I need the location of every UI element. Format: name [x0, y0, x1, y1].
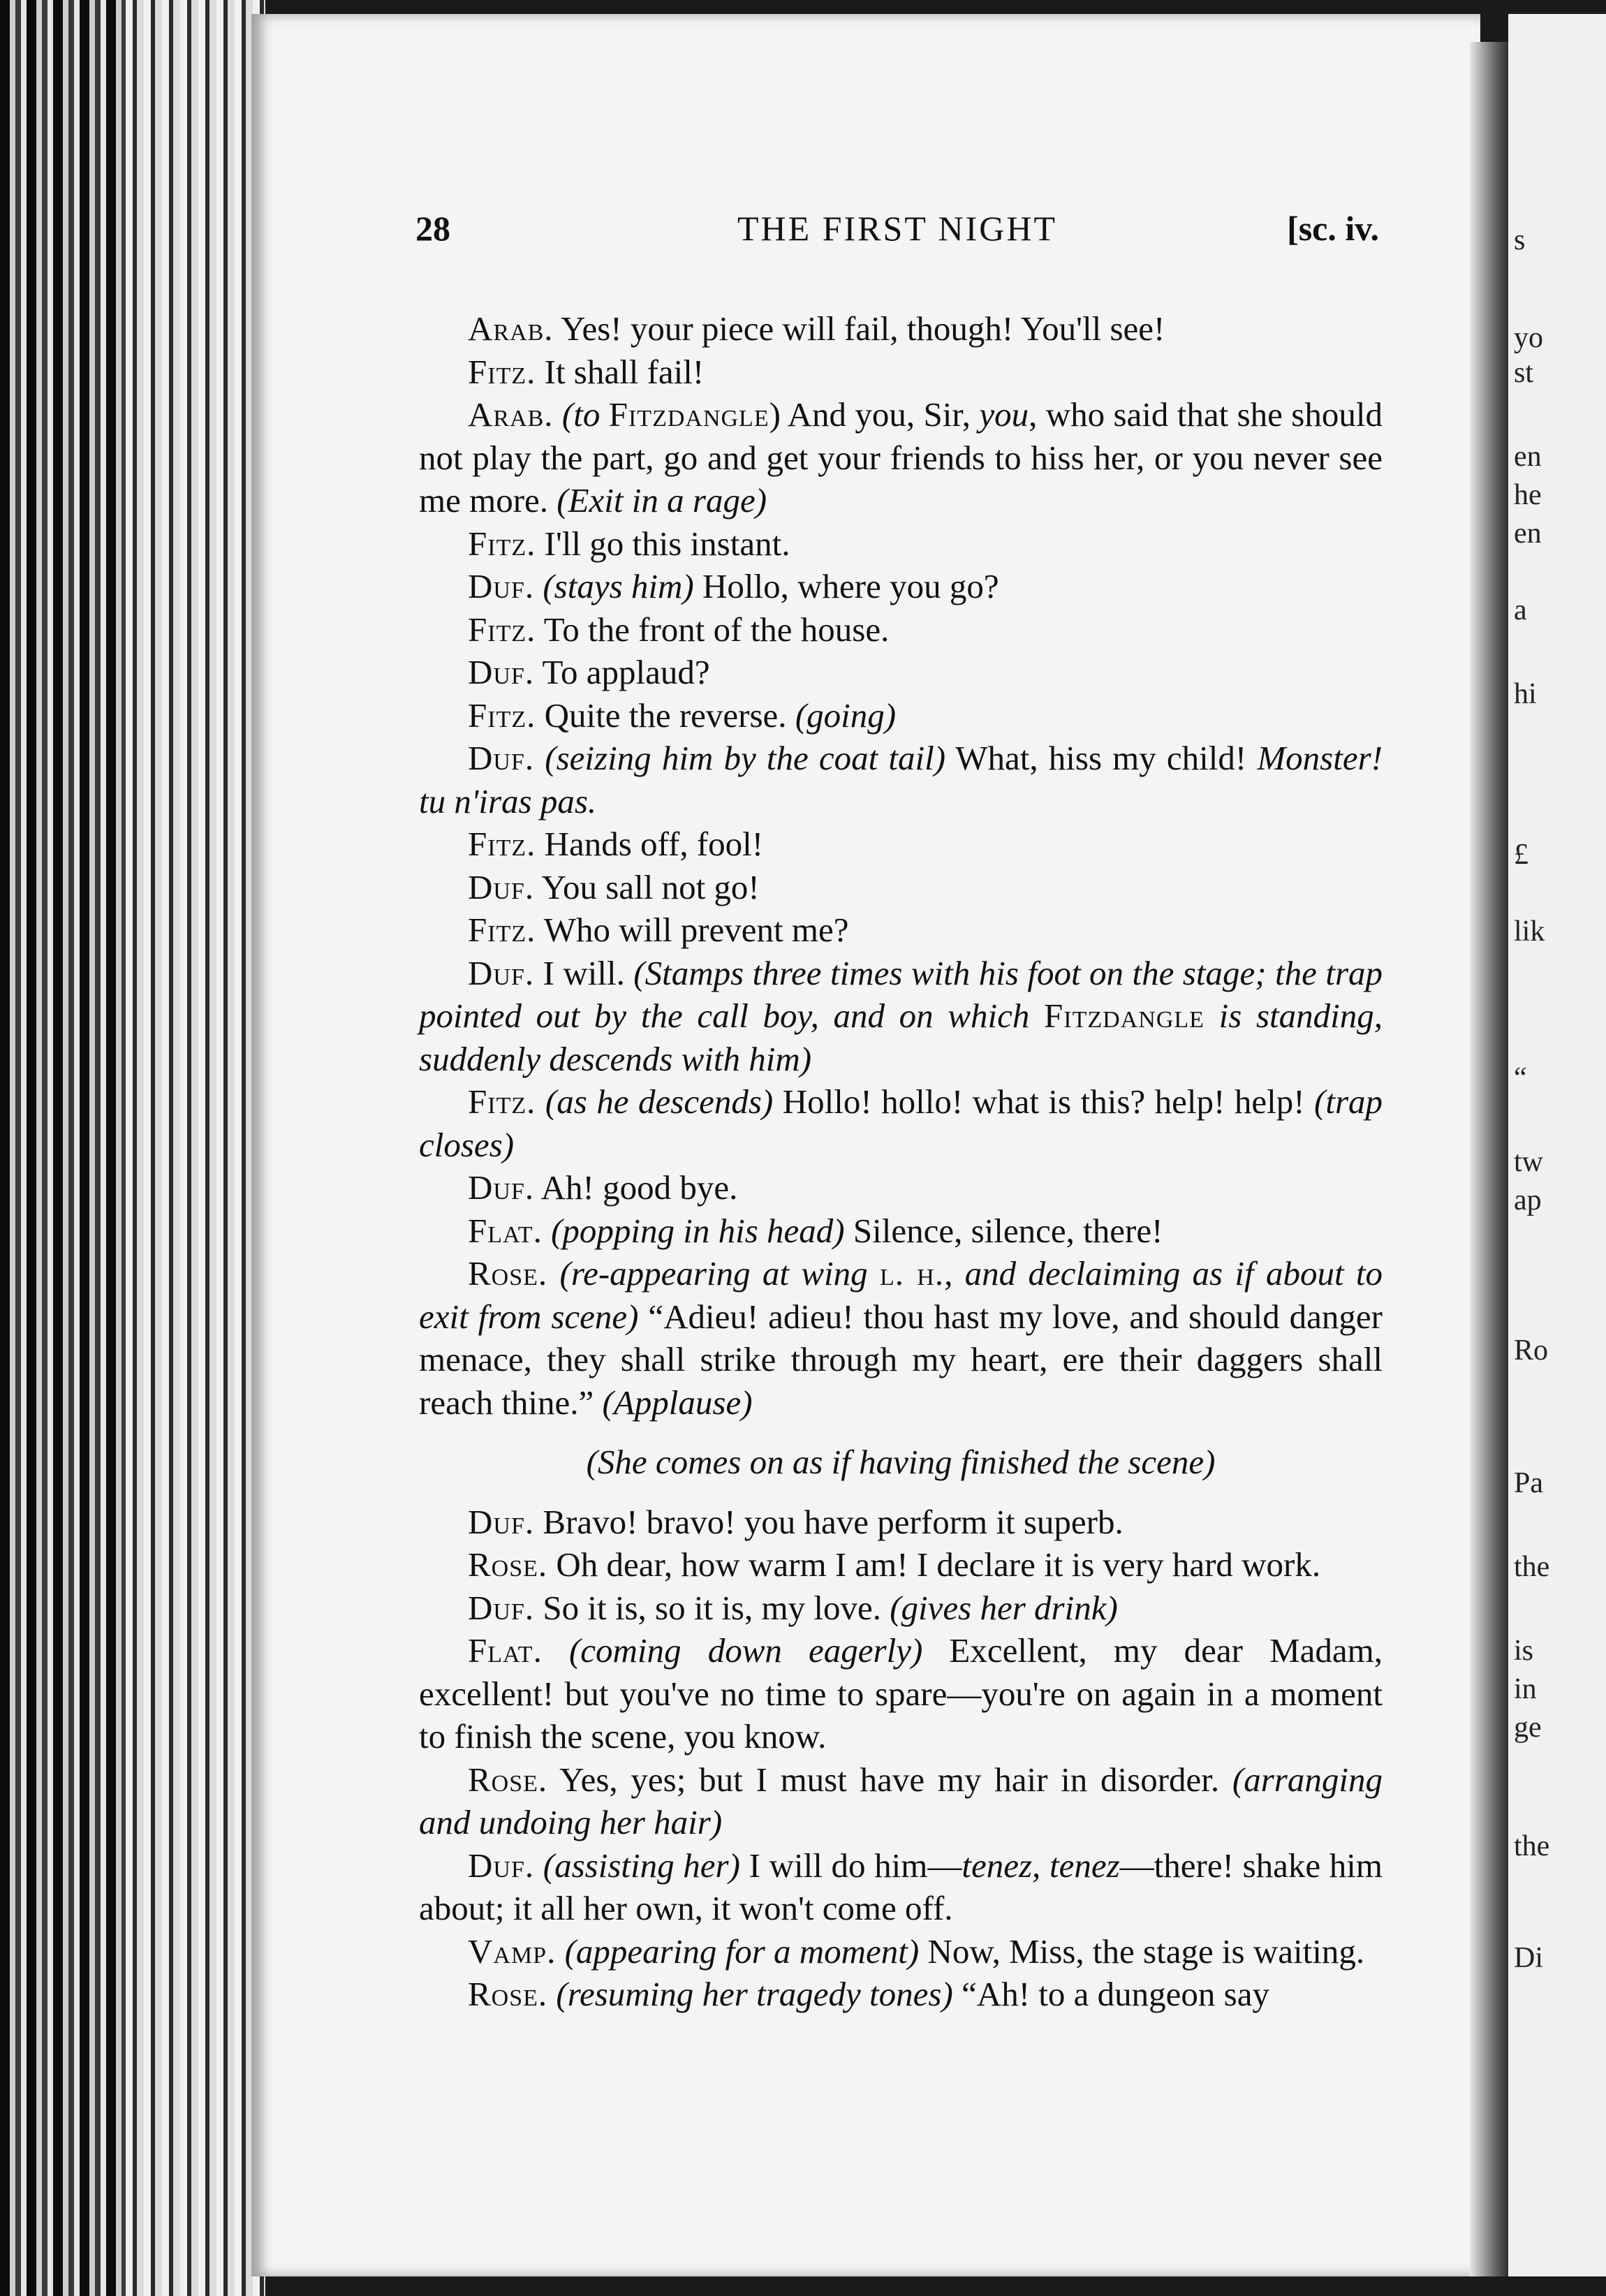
speech-text: What, hiss my child!	[945, 739, 1258, 777]
dialogue-line	[419, 1587, 1383, 1630]
speaker-name: Duf.	[468, 953, 535, 992]
stage-direction-text: you	[979, 395, 1029, 434]
dialogue-line	[419, 1252, 1383, 1424]
dialogue-line	[419, 651, 1383, 694]
stage-direction-text: , and declaiming as if about to exit from scene)	[419, 1254, 1383, 1336]
dialogue-line	[419, 393, 1383, 522]
dialogue-line	[419, 908, 1383, 952]
facing-text-fragment: “	[1514, 1062, 1527, 1094]
speaker-name: Rose.	[468, 1254, 548, 1293]
facing-text-fragment: tw	[1514, 1146, 1543, 1178]
speech-text: Ah! good bye.	[540, 1168, 738, 1207]
speech-text: Bravo! bravo! you have perform it superb.	[543, 1502, 1124, 1541]
stage-direction-text: (seizing him by the coat tail)	[545, 739, 946, 777]
facing-text-fragment: en	[1514, 517, 1542, 550]
stage-direction-text: (Stamps three times with his foot on the stage; the trap pointed out by the call boy, and on which	[419, 953, 1383, 1035]
dialogue-line	[419, 1758, 1383, 1844]
stage-direction-text: (as he descends)	[545, 1082, 774, 1121]
facing-text-fragment: a	[1514, 594, 1527, 626]
speaker-name: Duf.	[468, 739, 535, 777]
speaker-name: Rose.	[468, 1545, 548, 1584]
speaker-name: Fitz.	[468, 610, 536, 649]
speaker-name: Fitz.	[468, 1082, 536, 1121]
speech-text: So it is, so it is, my love.	[543, 1588, 890, 1627]
dialogue-line	[419, 1501, 1383, 1544]
speech-text: Excellent, my dear Madam, excellent! but you've no time to spare—you're on again in a moment to finish the scene, you know.	[419, 1631, 1383, 1756]
speech-text: To the front of the house.	[543, 610, 890, 649]
speech-text: Quite the reverse.	[544, 696, 795, 735]
stage-direction-text: (to	[561, 395, 609, 434]
dialogue-line	[419, 737, 1383, 823]
book-gutter	[1470, 42, 1512, 2276]
speech-text: Now, Miss, the stage is waiting.	[919, 1931, 1365, 1971]
speech-text: “Adieu! adieu! thou hast my love, and should danger menace, they shall strike through my heart, ere their daggers shall reach thine.”	[419, 1297, 1383, 1422]
speaker-name: Fitz.	[468, 524, 536, 563]
speech-text: You sall not go!	[541, 867, 760, 906]
stage-direction-text: (re-appearing at wing	[559, 1254, 880, 1293]
speech-text: It shall fail!	[544, 352, 705, 391]
facing-text-fragment: yo	[1514, 322, 1543, 354]
stage-direction-text: (going)	[795, 696, 897, 735]
stage-direction-text: (Applause)	[602, 1383, 753, 1422]
speaker-name: Duf.	[468, 653, 535, 691]
dialogue-line	[419, 1543, 1383, 1587]
speaker-name: Rose.	[468, 1760, 548, 1799]
dialogue-line	[419, 1930, 1383, 1973]
stage-direction-text: (resuming her tragedy tones)	[556, 1975, 953, 2013]
speaker-name: Fitz.	[468, 911, 536, 949]
speech-text: Oh dear, how warm I am! I declare it is very hard work.	[556, 1545, 1321, 1584]
speech-text: Hollo! hollo! what is this? help! help!	[773, 1082, 1315, 1121]
facing-text-fragment: Ro	[1514, 1334, 1549, 1367]
facing-text-fragment: hi	[1514, 678, 1537, 710]
speech-text: Hands off, fool!	[544, 825, 764, 863]
play-text	[419, 307, 1383, 2016]
stage-direction-text: (trap closes)	[419, 1082, 1383, 1164]
speech-text: “Ah! to a dungeon say	[952, 1975, 1269, 2013]
stage-direction-text: (popping in his head)	[551, 1211, 845, 1250]
facing-text-fragment: Di	[1514, 1942, 1543, 1974]
stage-direction-text: (appearing for a moment)	[564, 1931, 920, 1971]
character-name: l. h.	[879, 1254, 945, 1293]
facing-text-fragment: the	[1514, 1551, 1550, 1583]
speaker-name: Duf.	[468, 1502, 535, 1541]
facing-text-fragment: ge	[1514, 1712, 1542, 1744]
facing-text-fragment: £	[1514, 839, 1528, 871]
facing-text-fragment: s	[1514, 224, 1526, 256]
speaker-name: Fitz.	[468, 696, 536, 735]
dialogue-line	[419, 1080, 1383, 1166]
speech-text: —there! shake him about; it all her own, it won't come off.	[419, 1846, 1383, 1927]
facing-text-fragment: in	[1514, 1673, 1537, 1705]
speaker-name: Fitz.	[468, 352, 536, 391]
stage-direction: (She comes on as if having finished the scene)	[586, 1443, 1216, 1481]
speech-text: To applaud?	[542, 653, 710, 691]
running-title: THE FIRST NIGHT	[737, 209, 1057, 248]
dialogue-line	[419, 952, 1383, 1081]
dialogue-line	[419, 1166, 1383, 1209]
stage-direction-text: (arranging and undoing her hair)	[419, 1760, 1383, 1841]
dialogue-line	[419, 1973, 1383, 2016]
running-header	[415, 208, 1379, 257]
character-name: Fitzdangle	[608, 395, 769, 434]
speaker-name: Arab.	[468, 309, 554, 348]
facing-text-fragment: en	[1514, 441, 1542, 473]
dialogue-line	[419, 351, 1383, 394]
speaker-name: Duf.	[468, 567, 535, 605]
speaker-name: Duf.	[468, 867, 535, 906]
speech-text: ) And you, Sir,	[769, 395, 980, 434]
facing-text-fragment: ap	[1514, 1184, 1542, 1216]
speech-text: Hollo, where you go?	[693, 567, 999, 605]
speaker-name: Fitz.	[468, 825, 536, 863]
stage-direction-text: tenez, tenez	[962, 1846, 1120, 1885]
page-edges	[0, 0, 265, 2296]
dialogue-line	[419, 1209, 1383, 1253]
speech-text: Yes, yes; but I must have my hair in disorder.	[559, 1760, 1232, 1799]
facing-text-fragment: he	[1514, 479, 1542, 511]
speech-text: I will do him—	[739, 1846, 962, 1885]
speech-text: Who will prevent me?	[543, 911, 849, 949]
facing-text-fragment: Pa	[1514, 1467, 1543, 1499]
facing-text-fragment: lik	[1514, 915, 1545, 948]
stage-direction-text: (Exit in a rage)	[557, 481, 767, 520]
speaker-name: Duf.	[468, 1846, 535, 1885]
facing-text-fragment: is	[1514, 1635, 1534, 1667]
character-name: Fitzdangle	[1044, 996, 1204, 1035]
speaker-name: Duf.	[468, 1168, 535, 1207]
dialogue-line	[419, 823, 1383, 866]
dialogue-line	[419, 866, 1383, 909]
speech-text: I will.	[543, 953, 634, 992]
speaker-name: Flat.	[468, 1211, 543, 1250]
scene-marker: [sc. iv.	[1287, 209, 1379, 248]
speech-text: Yes! your piece will fail, though! You'll see!	[560, 309, 1165, 348]
speaker-name: Vamp.	[468, 1931, 557, 1971]
speech-text: Silence, silence, there!	[844, 1211, 1163, 1250]
dialogue-line	[419, 1844, 1383, 1930]
dialogue-line	[419, 565, 1383, 608]
facing-page-fragment	[1508, 14, 1606, 2276]
speech-text: I'll go this instant.	[544, 524, 790, 563]
page-number: 28	[415, 209, 450, 248]
speaker-name: Duf.	[468, 1588, 535, 1627]
stage-direction-text: (stays him)	[543, 567, 694, 605]
dialogue-line	[419, 694, 1383, 737]
facing-text-fragment: st	[1514, 357, 1534, 389]
dialogue-line	[419, 307, 1383, 351]
speech-text: , who said that she should not play the part, go and get your friends to hiss her, or you never see me more.	[419, 395, 1383, 520]
stage-direction-text: Monster! tu n'iras pas.	[419, 739, 1383, 820]
dialogue-line	[419, 1629, 1383, 1758]
stage-direction-text: is standing, suddenly descends with him)	[419, 996, 1383, 1078]
speaker-name: Arab.	[468, 395, 554, 434]
stage-direction-text: (coming down eagerly)	[568, 1631, 923, 1670]
dialogue-line	[419, 522, 1383, 566]
speaker-name: Flat.	[468, 1631, 543, 1670]
dialogue-line	[419, 608, 1383, 652]
stage-direction-text: (assisting her)	[543, 1846, 740, 1885]
speaker-name: Rose.	[468, 1975, 548, 2013]
facing-text-fragment: the	[1514, 1830, 1550, 1862]
book-page	[251, 14, 1480, 2276]
stage-direction-text: (gives her drink)	[890, 1588, 1118, 1627]
